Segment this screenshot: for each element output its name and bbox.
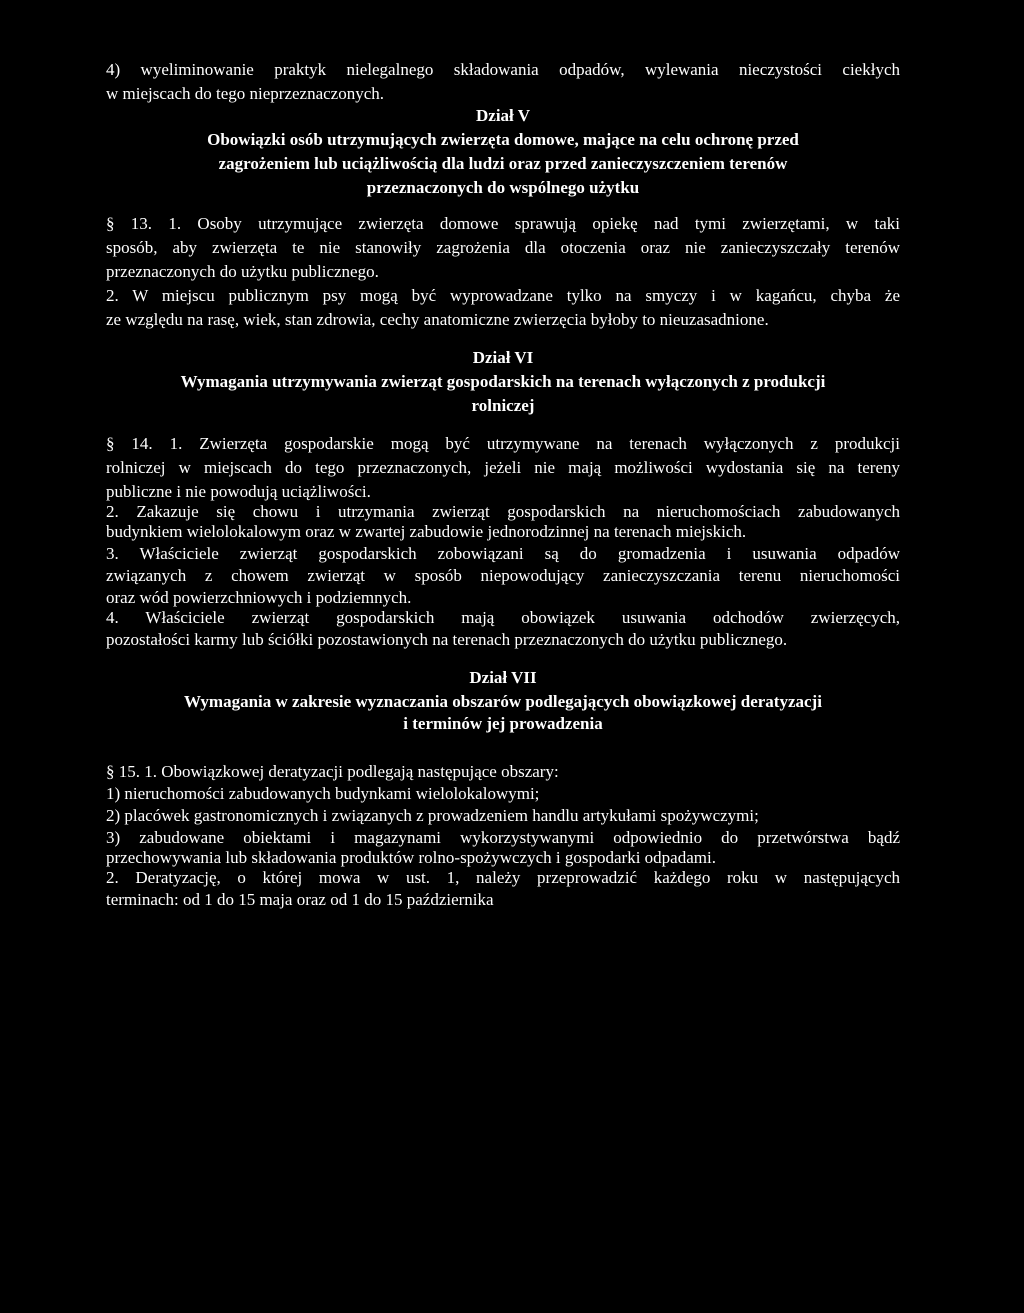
par15-item3-line2: przechowywania lub składowania produktów rolno-spożywczych i gospodarki odpadami.	[106, 848, 716, 867]
par14-p4-line1: 4. Właściciele zwierząt gospodarskich mają obowiązek usuwania odchodów zwierzęcych,	[106, 608, 900, 627]
dzial6-heading-line1: Wymagania utrzymywania zwierząt gospodarskich na terenach wyłączonych z produkcji	[180, 372, 826, 391]
dzial5-heading-line1: Obowiązki osób utrzymujących zwierzęta domowe, mające na celu ochronę przed	[207, 130, 799, 149]
section4-tail-line1: 4) wyeliminowanie praktyk nielegalnego składowania odpadów, wylewania nieczystości ciekłych	[106, 60, 900, 79]
par15-p1-line1: § 15. 1. Obowiązkowej deratyzacji podlegają następujące obszary:	[106, 762, 559, 781]
par13-p2-line1: 2. W miejscu publicznym psy mogą być wyprowadzane tylko na smyczy i w kagańcu, chyba że	[106, 286, 900, 305]
par14-p3-line2: związanych z chowem zwierząt w sposób niepowodujący zanieczyszczania terenu nieruchomości	[106, 566, 900, 585]
par14-p2-line1: 2. Zakazuje się chowu i utrzymania zwierząt gospodarskich na nieruchomościach zabudowanych	[106, 502, 900, 521]
par14-p1-line2: rolniczej w miejscach do tego przeznaczonych, jeżeli nie mają możliwości wydostania się na tereny	[106, 458, 900, 477]
par15-item1: 1) nieruchomości zabudowanych budynkami wielolokalowymi;	[106, 784, 540, 803]
par15-p2-line1: 2. Deratyzację, o której mowa w ust. 1, należy przeprowadzić każdego roku w następujących	[106, 868, 900, 887]
par14-p2-line2: budynkiem wielolokalowym oraz w zwartej zabudowie jednorodzinnej na terenach miejskich.	[106, 522, 747, 541]
par13-p1-line2: sposób, aby zwierzęta te nie stanowiły zagrożenia dla otoczenia oraz nie zanieczyszczały terenów	[106, 238, 900, 257]
par15-item3-line1: 3) zabudowane obiektami i magazynami wykorzystywanymi odpowiednio do przetwórstwa bądź	[106, 828, 900, 847]
dzial7-heading-line2: i terminów jej prowadzenia	[403, 714, 603, 733]
par13-p2-line2: ze względu na rasę, wiek, stan zdrowia, cechy anatomiczne zwierzęcia byłoby to nieuzasadnione.	[106, 310, 769, 329]
dzial5-heading-line2: zagrożeniem lub uciążliwością dla ludzi oraz przed zanieczyszczeniem terenów	[218, 154, 788, 173]
par13-p1-line1: § 13. 1. Osoby utrzymujące zwierzęta domowe sprawują opiekę nad tymi zwierzętami, w taki	[106, 214, 900, 233]
par15-p2-line2: terminach: od 1 do 15 maja oraz od 1 do 15 października	[106, 890, 494, 909]
par14-p1-line3: publiczne i nie powodują uciążliwości.	[106, 482, 371, 501]
par14-p4-line2: pozostałości karmy lub ściółki pozostawionych na terenach przeznaczonych do użytku publicznego.	[106, 630, 788, 649]
par14-p3-line1: 3. Właściciele zwierząt gospodarskich zobowiązani są do gromadzenia i usuwania odpadów	[106, 544, 900, 563]
par14-p1-line1: § 14. 1. Zwierzęta gospodarskie mogą być utrzymywane na terenach wyłączonych z produkcji	[106, 434, 900, 453]
par15-item2: 2) placówek gastronomicznych i związanych z prowadzeniem handlu artykułami spożywczymi;	[106, 806, 759, 825]
par14-p3-line3: oraz wód powierzchniowych i podziemnych.	[106, 588, 412, 607]
dzial5-title: Dział V	[476, 106, 530, 125]
dzial7-heading-line1: Wymagania w zakresie wyznaczania obszarów podlegających obowiązkowej deratyzacji	[184, 692, 822, 711]
dzial6-heading-line2: rolniczej	[471, 396, 535, 415]
dzial5-heading-line3: przeznaczonych do wspólnego użytku	[366, 178, 640, 197]
section4-tail-line2: w miejscach do tego nieprzeznaczonych.	[106, 84, 385, 103]
dzial6-title: Dział VI	[472, 348, 534, 367]
par13-p1-line3: przeznaczonych do użytku publicznego.	[106, 262, 379, 281]
dzial7-title: Dział VII	[469, 668, 537, 687]
